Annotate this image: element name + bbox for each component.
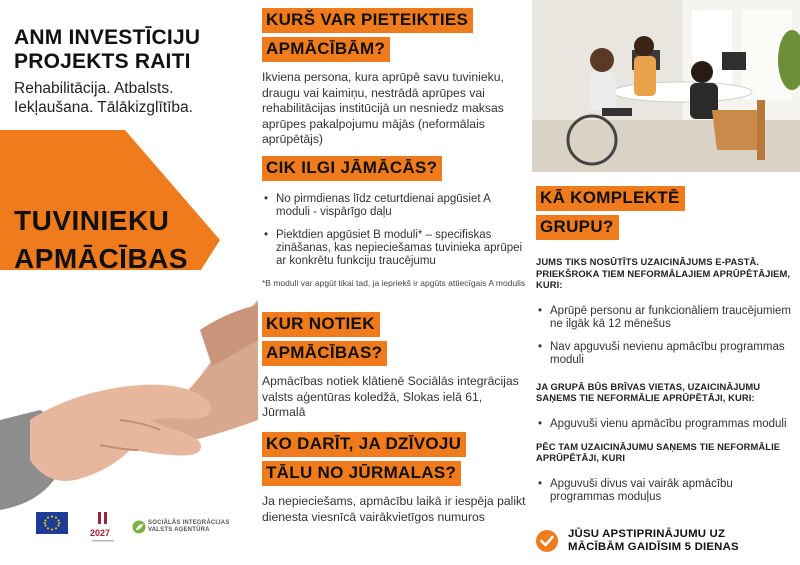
eu-flag-logo (36, 512, 68, 534)
subtitle-line2: Iekļaušana. Tālākizglītība. (14, 99, 193, 116)
subtitle-line1: Rehabilitācija. Atbalsts. (14, 80, 174, 97)
heading-far-line2: TĀLU NO JŪRMALAS? (262, 461, 461, 486)
project-title-line1: ANM INVESTĪCIJU (14, 26, 201, 49)
group-list-3-item-1: • Apguvuši divus vai vairāk apmācību programmas moduļus (536, 478, 800, 504)
far-text: Ja nepieciešams, apmācību laikā ir iespēja palikt dienesta viesnīcā vairākvietīgos numuros (262, 494, 526, 524)
section-far (262, 432, 526, 525)
heading-duration: CIK ILGI JĀMĀCĀS? (262, 156, 442, 181)
duration-item-2: • Piektdien apgūsiet B moduli* – specifiskas zināšanas, kas nepieciešamas tuvinieka aprūpei ar konkrētu funkciju traucējumu (262, 229, 526, 268)
heading-who-line1: KURŠ VAR PIETEIKTIES (262, 8, 473, 33)
who-text: Ikviena persona, kura aprūpē savu tuvinieku, draugu vai kaimiņu, nestrādā aprūpes vai rehabilitācijas institūcijā un nesniedz maksas aprūpes pakalpojumu mājās (neformālais aprūpētājs) (262, 70, 504, 146)
heading-group-line2: GRUPU? (536, 215, 619, 240)
holding-hands-photo (0, 270, 258, 510)
group-list-2 (536, 418, 800, 431)
group-list-2-item-1: • Apguvuši vienu apmācību programmas moduli (536, 418, 800, 431)
sia-line2: VALSTS AĢENTŪRA (148, 527, 210, 533)
heading-group-line1: KĀ KOMPLEKTĒ (536, 186, 685, 211)
latvia-2027-logo (90, 512, 116, 546)
leaf-icon (132, 520, 146, 534)
hero-title-line2: APMĀCĪBAS (14, 243, 189, 274)
hero-title (14, 202, 188, 278)
duration-footnote: *B moduli var apgūt tikai tad, ja iepriekš ir apgūts attiecīgais A modulis (262, 278, 526, 288)
confirmation-text (568, 528, 739, 554)
duration-item-1: • No pirmdienas līdz ceturtdienai apgūsiet A moduli - vispārīgo daļu (262, 193, 526, 219)
confirmation-line1: JŪSU APSTIPRINĀJUMU UZ (568, 528, 726, 540)
section-duration (262, 156, 526, 289)
office-meeting-photo (532, 0, 800, 172)
group-intro-2: JA GRUPĀ BŪS BRĪVAS VIETAS, UZAICINĀJUMU SAŅEMS TIE NEFORMĀLIE APRŪPĒTĀJI, KURI: (536, 380, 761, 403)
hero-title-line1: TUVINIEKU (14, 205, 170, 236)
group-intro-1: JUMS TIKS NOSŪTĪTS UZAICINĀJUMS E-PASTĀ. PRIEKŠROKA TIEM NEFORMĀLAJIEM APRŪPĒTĀJIEM, KURI: (536, 256, 791, 290)
section-who (262, 8, 526, 148)
heading-location-line1: KUR NOTIEK (262, 312, 380, 337)
left-column (0, 0, 258, 565)
location-text: Apmācības notiek klātienē Sociālās integrācijas valsts aģentūras koledžā, Slokas ielā 61, Jūrmalā (262, 374, 519, 419)
project-title-line2: PROJEKTS RAITI (14, 50, 191, 73)
group-list-1-item-1: • Aprūpē personu ar funkcionāliem traucējumiem ne ilgāk kā 12 mēnešus (536, 305, 800, 331)
heading-who-line2: APMĀCĪBĀM? (262, 37, 390, 62)
project-title (14, 26, 200, 74)
duration-list (262, 193, 526, 268)
group-list-1 (536, 305, 800, 367)
group-list-1-item-2: • Nav apguvuši nevienu apmācību programmas moduli (536, 341, 800, 367)
section-group (536, 186, 800, 514)
heading-who (262, 8, 526, 62)
confirmation-line2: MĀCĪBĀM GAIDĪSIM 5 DIENAS (568, 541, 739, 553)
checkmark-icon (536, 530, 558, 552)
confirmation-note (536, 524, 796, 558)
group-intro-3: PĒC TAM UZAICINĀJUMU SAŅEMS TIE NEFORMĀLIE APRŪPĒTĀJI, KURI (536, 440, 781, 463)
eu-stars-icon (41, 514, 63, 532)
right-column (532, 0, 800, 565)
logo-strip (36, 512, 256, 546)
sia-line1: SOCIĀLĀS INTEGRĀCIJAS (148, 520, 230, 526)
sia-agency-name (148, 520, 230, 534)
section-location (262, 312, 526, 421)
year-2027-text: 2027 (90, 528, 111, 538)
sia-agency-logo (132, 518, 252, 538)
heading-far-line1: KO DARĪT, JA DZĪVOJU (262, 432, 466, 457)
project-subtitle (14, 79, 193, 117)
middle-column (262, 0, 530, 565)
heading-location-line2: APMĀCĪBAS? (262, 341, 387, 366)
group-list-3 (536, 478, 800, 504)
